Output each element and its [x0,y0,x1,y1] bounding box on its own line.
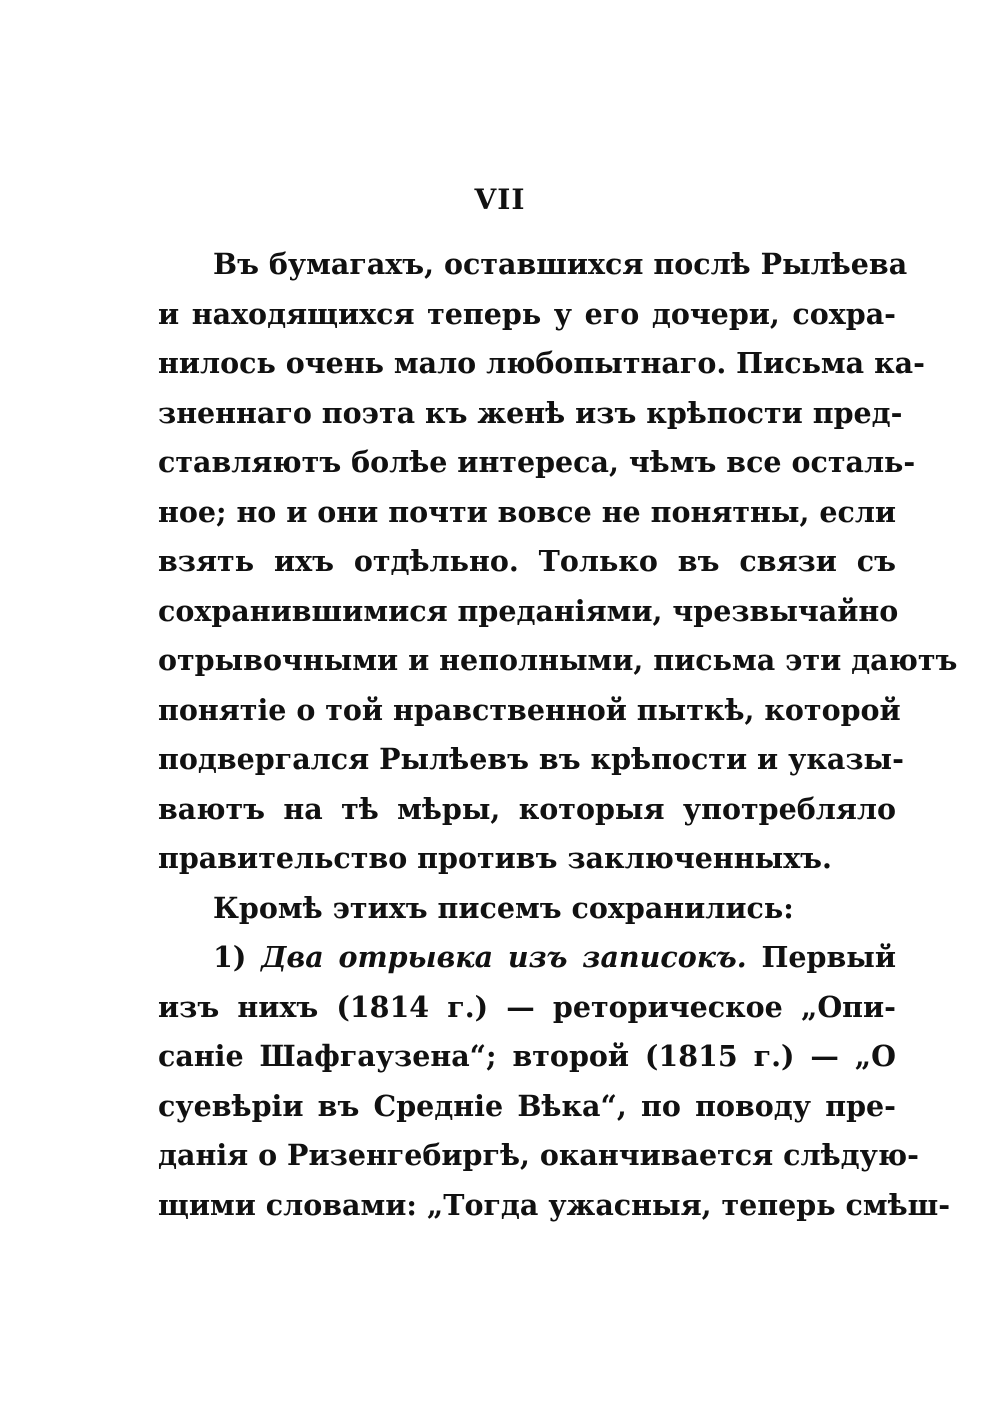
text-line: Кромѣ этихъ писемъ сохранились: [213,890,794,925]
text-line: ставляютъ болѣе интереса, чѣмъ все осталь- [158,445,916,479]
text-line: и находящихся теперь у его дочери, сохра- [158,296,896,331]
text-line: щими словами: „Тогда ужасныя, теперь смѣш- [158,1187,951,1222]
text-line: взять ихъ отдѣльно. Только въ связи съ [158,544,896,578]
text-line: изъ нихъ (1814 г.) — реторическое „Опи- [158,989,896,1024]
text-line: отрывочными и неполными, письма эти даютъ [158,643,958,677]
text-fragment: Первый [761,940,896,974]
text-line: Въ бумагахъ, оставшихся послѣ Рылѣева [213,247,908,281]
text-line: подвергался Рылѣевъ въ крѣпости и указы- [158,742,904,776]
text-line: понятіе о той нравственной пыткѣ, которой [158,692,901,727]
text-line: сохранившимися преданіями, чрезвычайно [158,593,899,628]
page-number: VII [474,183,526,216]
text-line: нилось очень мало любопытнаго. Письма ка- [158,346,925,380]
text-line: ное; но и они почти вовсе не понятны, если [158,494,897,529]
list-item-heading [158,933,896,983]
page-text [158,240,958,1230]
text-line: ваютъ на тѣ мѣры, которыя употребляло [158,791,896,826]
text-line: данія о Ризенгебиргѣ, оканчивается слѣдую- [158,1138,919,1172]
text-line: правительство противъ заключенныхъ. [158,841,832,875]
text-line: суевѣріи въ Средніе Вѣка“, по поводу пре- [158,1088,896,1123]
text-line: саніе Шафгаузена“; второй (1815 г.) — „О [158,1039,896,1073]
list-item-number: 1) [213,940,247,974]
italic-title: Два отрывка изъ записокъ. [261,940,747,974]
text-line: зненнаго поэта къ женѣ изъ крѣпости пред- [158,395,903,430]
